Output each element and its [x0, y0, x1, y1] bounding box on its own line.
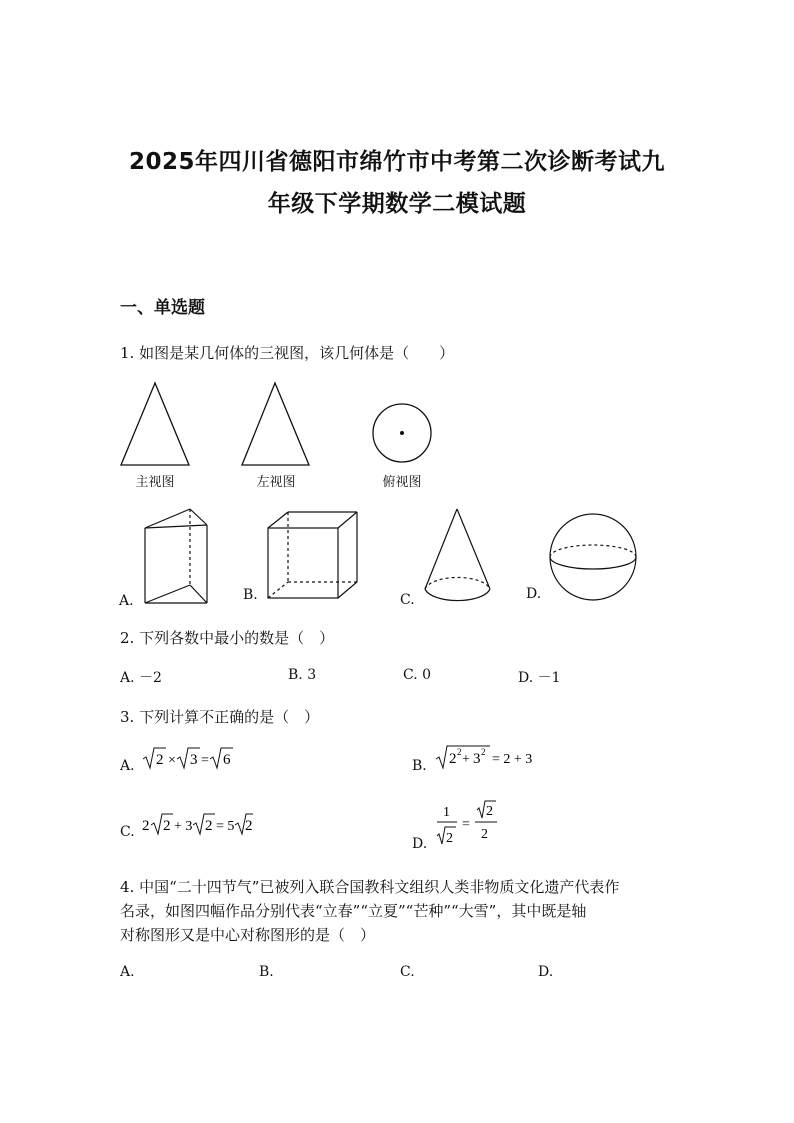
q2-option-a[interactable]: A. －2: [120, 670, 162, 686]
svg-text:2: 2: [205, 818, 213, 834]
option-b-cube: [268, 512, 357, 598]
question-3-stem: 3. 下列计算不正确的是（ ）: [120, 708, 320, 726]
q3-option-d-formula: [433, 798, 503, 854]
q4-option-c[interactable]: C.: [400, 964, 415, 980]
option-d-sphere: [550, 514, 636, 600]
question-1-stem: 1. 如图是某几何体的三视图，该几何体是（ ）: [120, 344, 455, 362]
svg-text:2: 2: [156, 752, 164, 768]
svg-text:2: 2: [142, 818, 150, 834]
svg-text:+: +: [462, 752, 470, 767]
svg-text:3: 3: [190, 752, 198, 768]
top-view-caption: 俯视图: [382, 475, 422, 490]
front-view-caption: 主视图: [135, 475, 175, 490]
q3-option-d-label[interactable]: D.: [412, 836, 428, 852]
svg-text:2: 2: [486, 804, 493, 819]
svg-text:×: ×: [168, 753, 176, 768]
document-title-line1: 2025年四川省德阳市绵竹市中考第二次诊断考试九: [128, 149, 665, 175]
three-view-figures: [110, 375, 450, 475]
left-view-caption: 左视图: [256, 475, 296, 490]
q1-option-d[interactable]: D.: [526, 586, 542, 602]
svg-text:2: 2: [481, 827, 488, 842]
q1-option-a[interactable]: A.: [119, 593, 134, 609]
svg-text:2: 2: [449, 751, 457, 767]
q2-option-d[interactable]: D. －1: [518, 670, 561, 686]
q4-option-a[interactable]: A.: [120, 964, 135, 980]
solid-options-figures: [110, 500, 670, 610]
q3-option-a-formula: [140, 744, 240, 772]
svg-text:1: 1: [443, 805, 450, 820]
svg-text:+ 3: + 3: [174, 819, 193, 834]
q3-option-b-label[interactable]: B.: [412, 758, 427, 774]
svg-text:= 5: = 5: [216, 819, 235, 834]
option-c-cone: [425, 509, 490, 601]
question-2-stem: 2. 下列各数中最小的数是（ ）: [120, 629, 335, 647]
top-view-center-dot: [400, 431, 404, 435]
section-heading: 一、单选题: [120, 298, 205, 318]
q3-option-c-formula: [140, 810, 255, 838]
left-view-triangle: [242, 383, 309, 465]
q4-option-d[interactable]: D.: [538, 964, 554, 980]
question-4-stem-line1: 4. 中国“二十四节气”已被列入联合国教科文组织人类非物质文化遗产代表作: [120, 878, 620, 896]
svg-text:2: 2: [446, 831, 453, 846]
svg-text:=: =: [462, 817, 470, 832]
q2-option-b[interactable]: B. 3: [288, 667, 317, 683]
q3-option-c-label[interactable]: C.: [120, 824, 135, 840]
option-a-triangular-prism: [145, 509, 207, 603]
question-4-stem-line3: 对称图形又是中心对称图形的是（ ）: [120, 926, 376, 944]
q2-option-c[interactable]: C. 0: [403, 667, 432, 683]
svg-text:= 2 + 3: = 2 + 3: [492, 752, 533, 767]
q3-option-a-label[interactable]: A.: [120, 758, 135, 774]
front-view-triangle: [121, 383, 189, 465]
svg-text:2: 2: [245, 818, 253, 834]
svg-text:2: 2: [481, 747, 486, 757]
svg-text:=: =: [201, 753, 209, 768]
q1-option-b[interactable]: B.: [243, 587, 258, 603]
svg-text:2: 2: [457, 747, 462, 757]
q3-option-b-formula: [433, 742, 543, 772]
svg-text:3: 3: [473, 751, 481, 767]
question-4-stem-line2: 名录，如图四幅作品分别代表“立春”“立夏”“芒种”“大雪”，其中既是轴: [120, 902, 587, 920]
svg-text:2: 2: [163, 818, 171, 834]
q1-option-c[interactable]: C.: [400, 592, 415, 608]
q4-option-b[interactable]: B.: [259, 964, 274, 980]
svg-text:6: 6: [223, 752, 231, 768]
document-title-line2: 年级下学期数学二模试题: [267, 191, 527, 217]
